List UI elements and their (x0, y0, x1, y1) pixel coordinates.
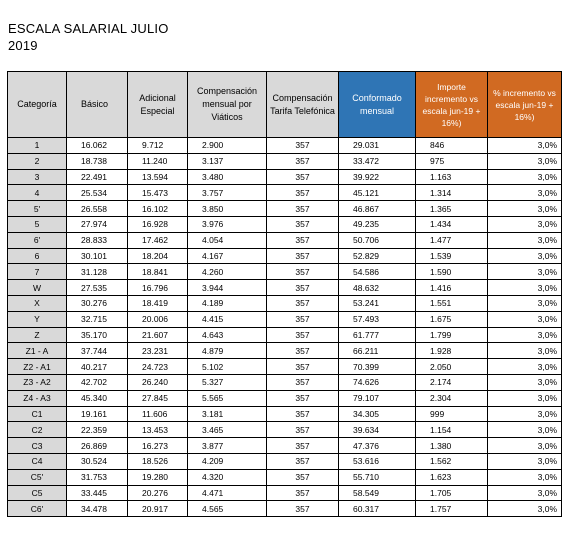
cell-adicional-especial: 11.240 (128, 153, 188, 169)
cell-basico: 27.535 (67, 280, 128, 296)
cell-conformado: 74.626 (339, 374, 416, 390)
cell-categoria: C6' (8, 501, 67, 517)
cell-viaticos: 4.471 (188, 485, 267, 501)
cell-categoria: 1 (8, 138, 67, 154)
cell-adicional-especial: 20.006 (128, 311, 188, 327)
table-row (8, 453, 562, 469)
cell-viaticos: 3.137 (188, 153, 267, 169)
cell-telefonica: 357 (267, 295, 339, 311)
cell-viaticos: 3.465 (188, 422, 267, 438)
cell-adicional-especial: 26.240 (128, 374, 188, 390)
cell-porcentaje: 3,0% (488, 359, 562, 375)
cell-viaticos: 5.102 (188, 359, 267, 375)
cell-porcentaje: 3,0% (488, 232, 562, 248)
header-row (8, 72, 562, 138)
cell-categoria: 5 (8, 216, 67, 232)
cell-viaticos: 4.260 (188, 264, 267, 280)
cell-importe-incremento: 1.562 (416, 453, 488, 469)
cell-viaticos: 3.976 (188, 216, 267, 232)
cell-telefonica: 357 (267, 485, 339, 501)
cell-viaticos: 4.189 (188, 295, 267, 311)
cell-categoria: Z2 - A1 (8, 359, 67, 375)
cell-adicional-especial: 16.928 (128, 216, 188, 232)
cell-telefonica: 357 (267, 327, 339, 343)
cell-telefonica: 357 (267, 438, 339, 454)
cell-importe-incremento: 1.928 (416, 343, 488, 359)
title-line-1: ESCALA SALARIAL JULIO (8, 21, 169, 36)
cell-porcentaje: 3,0% (488, 422, 562, 438)
cell-basico: 22.359 (67, 422, 128, 438)
title-line-2: 2019 (8, 38, 38, 53)
cell-adicional-especial: 16.102 (128, 201, 188, 217)
cell-importe-incremento: 1.416 (416, 280, 488, 296)
table-row (8, 438, 562, 454)
cell-conformado: 53.616 (339, 453, 416, 469)
cell-telefonica: 357 (267, 216, 339, 232)
cell-porcentaje: 3,0% (488, 374, 562, 390)
cell-telefonica: 357 (267, 169, 339, 185)
table-row (8, 469, 562, 485)
table-row (8, 248, 562, 264)
cell-categoria: C3 (8, 438, 67, 454)
table-row (8, 153, 562, 169)
cell-telefonica: 357 (267, 153, 339, 169)
cell-adicional-especial: 19.280 (128, 469, 188, 485)
cell-porcentaje: 3,0% (488, 201, 562, 217)
cell-basico: 30.101 (67, 248, 128, 264)
cell-importe-incremento: 1.154 (416, 422, 488, 438)
cell-importe-incremento: 1.365 (416, 201, 488, 217)
cell-telefonica: 357 (267, 311, 339, 327)
cell-viaticos: 3.181 (188, 406, 267, 422)
cell-telefonica: 357 (267, 374, 339, 390)
cell-categoria: C1 (8, 406, 67, 422)
cell-basico: 33.445 (67, 485, 128, 501)
cell-categoria: Z3 - A2 (8, 374, 67, 390)
cell-basico: 31.753 (67, 469, 128, 485)
cell-adicional-especial: 21.607 (128, 327, 188, 343)
cell-adicional-especial: 24.723 (128, 359, 188, 375)
cell-adicional-especial: 13.594 (128, 169, 188, 185)
cell-basico: 45.340 (67, 390, 128, 406)
cell-adicional-especial: 18.841 (128, 264, 188, 280)
cell-viaticos: 4.879 (188, 343, 267, 359)
cell-categoria: Z (8, 327, 67, 343)
cell-importe-incremento: 1.623 (416, 469, 488, 485)
cell-porcentaje: 3,0% (488, 453, 562, 469)
cell-importe-incremento: 1.551 (416, 295, 488, 311)
cell-telefonica: 357 (267, 201, 339, 217)
cell-conformado: 39.634 (339, 422, 416, 438)
cell-conformado: 53.241 (339, 295, 416, 311)
cell-basico: 35.170 (67, 327, 128, 343)
cell-porcentaje: 3,0% (488, 169, 562, 185)
cell-importe-incremento: 1.675 (416, 311, 488, 327)
header-adicional-especial: Adicional Especial (128, 72, 188, 138)
table-row (8, 374, 562, 390)
cell-categoria: 7 (8, 264, 67, 280)
cell-importe-incremento: 999 (416, 406, 488, 422)
cell-basico: 26.558 (67, 201, 128, 217)
cell-importe-incremento: 1.539 (416, 248, 488, 264)
header-compensacion-viaticos: Compensación mensual por Viáticos (188, 72, 267, 138)
header-basico: Básico (67, 72, 128, 138)
cell-basico: 22.491 (67, 169, 128, 185)
cell-conformado: 47.376 (339, 438, 416, 454)
cell-viaticos: 3.877 (188, 438, 267, 454)
cell-adicional-especial: 15.473 (128, 185, 188, 201)
cell-basico: 27.974 (67, 216, 128, 232)
cell-categoria: X (8, 295, 67, 311)
cell-viaticos: 2.900 (188, 138, 267, 154)
cell-adicional-especial: 18.526 (128, 453, 188, 469)
cell-conformado: 66.211 (339, 343, 416, 359)
cell-importe-incremento: 1.434 (416, 216, 488, 232)
cell-telefonica: 357 (267, 138, 339, 154)
cell-categoria: Z1 - A (8, 343, 67, 359)
cell-conformado: 49.235 (339, 216, 416, 232)
cell-conformado: 48.632 (339, 280, 416, 296)
table-row (8, 311, 562, 327)
cell-porcentaje: 3,0% (488, 264, 562, 280)
cell-telefonica: 357 (267, 185, 339, 201)
cell-viaticos: 3.757 (188, 185, 267, 201)
cell-conformado: 54.586 (339, 264, 416, 280)
cell-conformado: 79.107 (339, 390, 416, 406)
cell-porcentaje: 3,0% (488, 248, 562, 264)
cell-telefonica: 357 (267, 390, 339, 406)
cell-categoria: C2 (8, 422, 67, 438)
cell-porcentaje: 3,0% (488, 343, 562, 359)
cell-importe-incremento: 1.799 (416, 327, 488, 343)
cell-adicional-especial: 18.204 (128, 248, 188, 264)
cell-categoria: Y (8, 311, 67, 327)
cell-porcentaje: 3,0% (488, 216, 562, 232)
cell-importe-incremento: 1.705 (416, 485, 488, 501)
cell-adicional-especial: 27.845 (128, 390, 188, 406)
cell-conformado: 33.472 (339, 153, 416, 169)
cell-adicional-especial: 9.712 (128, 138, 188, 154)
cell-conformado: 34.305 (339, 406, 416, 422)
table-row (8, 295, 562, 311)
cell-adicional-especial: 11.606 (128, 406, 188, 422)
cell-categoria: W (8, 280, 67, 296)
cell-adicional-especial: 17.462 (128, 232, 188, 248)
cell-basico: 30.524 (67, 453, 128, 469)
cell-telefonica: 357 (267, 406, 339, 422)
cell-importe-incremento: 1.380 (416, 438, 488, 454)
table-row (8, 185, 562, 201)
cell-conformado: 46.867 (339, 201, 416, 217)
cell-viaticos: 4.565 (188, 501, 267, 517)
cell-basico: 30.276 (67, 295, 128, 311)
cell-viaticos: 3.850 (188, 201, 267, 217)
cell-viaticos: 4.415 (188, 311, 267, 327)
cell-importe-incremento: 1.757 (416, 501, 488, 517)
cell-basico: 28.833 (67, 232, 128, 248)
cell-adicional-especial: 20.917 (128, 501, 188, 517)
cell-categoria: 2 (8, 153, 67, 169)
cell-viaticos: 4.320 (188, 469, 267, 485)
cell-porcentaje: 3,0% (488, 280, 562, 296)
cell-viaticos: 3.480 (188, 169, 267, 185)
cell-conformado: 58.549 (339, 485, 416, 501)
table-row (8, 327, 562, 343)
cell-basico: 19.161 (67, 406, 128, 422)
cell-importe-incremento: 1.477 (416, 232, 488, 248)
cell-conformado: 60.317 (339, 501, 416, 517)
cell-categoria: C5' (8, 469, 67, 485)
cell-importe-incremento: 2.174 (416, 374, 488, 390)
cell-categoria: 5' (8, 201, 67, 217)
cell-categoria: 6 (8, 248, 67, 264)
cell-viaticos: 4.167 (188, 248, 267, 264)
cell-basico: 32.715 (67, 311, 128, 327)
cell-porcentaje: 3,0% (488, 469, 562, 485)
cell-porcentaje: 3,0% (488, 406, 562, 422)
cell-basico: 31.128 (67, 264, 128, 280)
cell-telefonica: 357 (267, 280, 339, 296)
header-conformado-mensual: Conformado mensual (339, 72, 416, 138)
document-title (8, 20, 169, 54)
cell-telefonica: 357 (267, 248, 339, 264)
table-row (8, 501, 562, 517)
cell-conformado: 55.710 (339, 469, 416, 485)
table-row (8, 280, 562, 296)
cell-conformado: 29.031 (339, 138, 416, 154)
cell-importe-incremento: 1.314 (416, 185, 488, 201)
cell-telefonica: 357 (267, 232, 339, 248)
cell-basico: 16.062 (67, 138, 128, 154)
table-row (8, 138, 562, 154)
cell-telefonica: 357 (267, 343, 339, 359)
cell-adicional-especial: 18.419 (128, 295, 188, 311)
cell-conformado: 57.493 (339, 311, 416, 327)
cell-basico: 26.869 (67, 438, 128, 454)
header-categoria: Categoría (8, 72, 67, 138)
cell-categoria: 3 (8, 169, 67, 185)
cell-importe-incremento: 1.590 (416, 264, 488, 280)
cell-categoria: Z4 - A3 (8, 390, 67, 406)
cell-importe-incremento: 2.304 (416, 390, 488, 406)
cell-importe-incremento: 2.050 (416, 359, 488, 375)
cell-categoria: C5 (8, 485, 67, 501)
cell-adicional-especial: 16.273 (128, 438, 188, 454)
cell-basico: 18.738 (67, 153, 128, 169)
cell-basico: 40.217 (67, 359, 128, 375)
cell-viaticos: 3.944 (188, 280, 267, 296)
cell-importe-incremento: 1.163 (416, 169, 488, 185)
cell-importe-incremento: 975 (416, 153, 488, 169)
cell-porcentaje: 3,0% (488, 295, 562, 311)
cell-conformado: 39.922 (339, 169, 416, 185)
table-row (8, 422, 562, 438)
table-row (8, 201, 562, 217)
cell-porcentaje: 3,0% (488, 485, 562, 501)
cell-telefonica: 357 (267, 453, 339, 469)
table-row (8, 406, 562, 422)
cell-viaticos: 5.327 (188, 374, 267, 390)
cell-telefonica: 357 (267, 469, 339, 485)
cell-adicional-especial: 13.453 (128, 422, 188, 438)
cell-viaticos: 4.054 (188, 232, 267, 248)
cell-conformado: 50.706 (339, 232, 416, 248)
cell-conformado: 45.121 (339, 185, 416, 201)
salary-scale-table (7, 71, 562, 517)
cell-categoria: C4 (8, 453, 67, 469)
table-body (8, 138, 562, 517)
cell-importe-incremento: 846 (416, 138, 488, 154)
cell-telefonica: 357 (267, 501, 339, 517)
cell-viaticos: 4.209 (188, 453, 267, 469)
cell-porcentaje: 3,0% (488, 138, 562, 154)
cell-porcentaje: 3,0% (488, 185, 562, 201)
table-row (8, 216, 562, 232)
table-row (8, 343, 562, 359)
cell-conformado: 52.829 (339, 248, 416, 264)
table-row (8, 169, 562, 185)
cell-basico: 25.534 (67, 185, 128, 201)
table-row (8, 359, 562, 375)
header-compensacion-telefonica: Compensación Tarifa Telefónica (267, 72, 339, 138)
cell-adicional-especial: 20.276 (128, 485, 188, 501)
header-porcentaje-incremento: % incremento vs escala jun-19 + 16%) (488, 72, 562, 138)
cell-telefonica: 357 (267, 359, 339, 375)
cell-telefonica: 357 (267, 264, 339, 280)
table-row (8, 264, 562, 280)
table-row (8, 232, 562, 248)
cell-adicional-especial: 23.231 (128, 343, 188, 359)
cell-categoria: 6' (8, 232, 67, 248)
cell-telefonica: 357 (267, 422, 339, 438)
cell-porcentaje: 3,0% (488, 327, 562, 343)
cell-viaticos: 5.565 (188, 390, 267, 406)
table-row (8, 390, 562, 406)
cell-viaticos: 4.643 (188, 327, 267, 343)
cell-porcentaje: 3,0% (488, 438, 562, 454)
cell-basico: 34.478 (67, 501, 128, 517)
cell-porcentaje: 3,0% (488, 390, 562, 406)
cell-conformado: 70.399 (339, 359, 416, 375)
cell-adicional-especial: 16.796 (128, 280, 188, 296)
header-importe-incremento: Importe incremento vs escala jun-19 + 16%) (416, 72, 488, 138)
cell-categoria: 4 (8, 185, 67, 201)
table-row (8, 485, 562, 501)
cell-conformado: 61.777 (339, 327, 416, 343)
cell-porcentaje: 3,0% (488, 501, 562, 517)
cell-porcentaje: 3,0% (488, 311, 562, 327)
cell-basico: 42.702 (67, 374, 128, 390)
cell-basico: 37.744 (67, 343, 128, 359)
cell-porcentaje: 3,0% (488, 153, 562, 169)
